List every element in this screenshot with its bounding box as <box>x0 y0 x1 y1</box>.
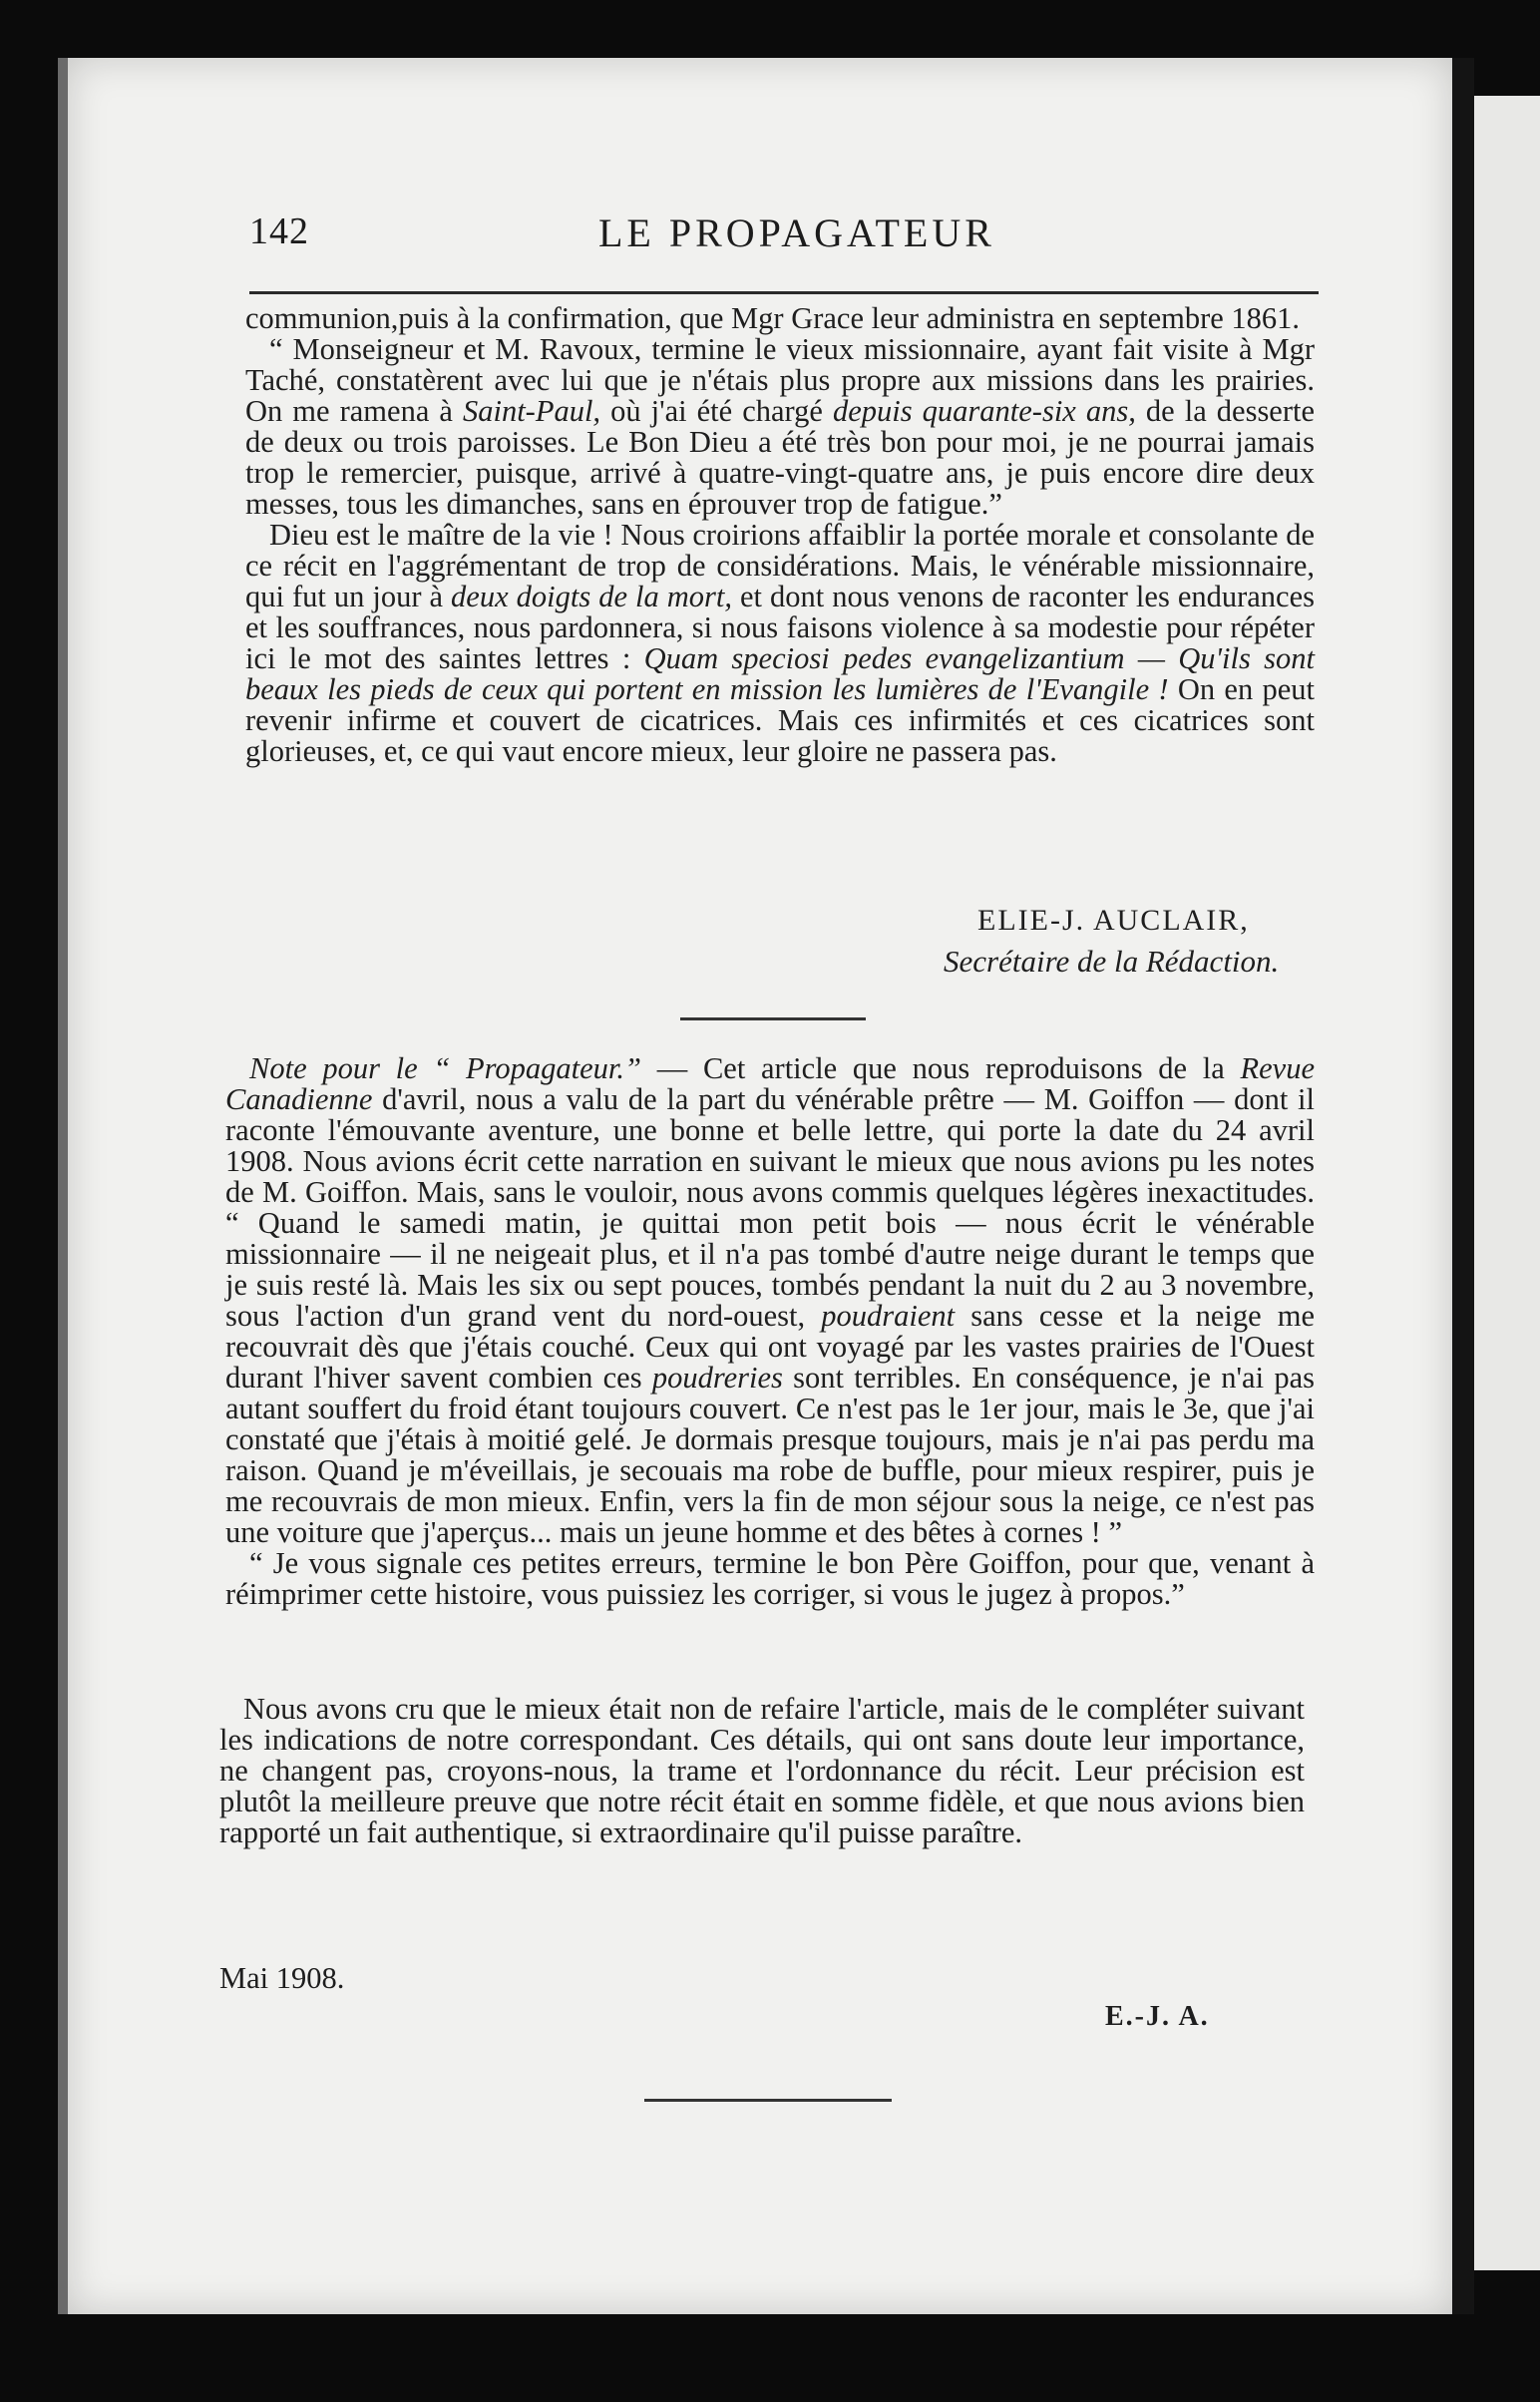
paragraph: “ Je vous signale ces petites erreurs, termine le bon Père Goiffon, pour que, venant à réimprimer cette histoire, vous puissiez les corriger, si vous le jugez à propos.” <box>225 1546 1315 1611</box>
author-signature: ELIE-J. AUCLAIR, <box>977 904 1250 937</box>
section-divider <box>680 1017 866 1020</box>
page-gutter <box>1452 58 1474 2314</box>
author-title: Secrétaire de la Rédaction. <box>944 944 1280 979</box>
editor-note-closing <box>219 1694 1305 1848</box>
paragraph: communion,puis à la confirmation, que Mgr Grace leur administra en septembre 1861. <box>245 301 1301 335</box>
paragraph: Nous avons cru que le mieux était non de refaire l'article, mais de le compléter suivant les indications de notre correspondant. Ces détails, qui ont sans doute leur importance, ne changent pas, croyons-nous, la trame et l'ordonnance du récit. Leur précision est plutôt la meilleure preuve que notre récit était en somme fidèle, et que nous avions bien rapporté un fait authentique, si extraordinaire qu'il puisse paraître. <box>219 1692 1305 1849</box>
article-conclusion <box>245 303 1315 767</box>
paragraph: Note pour le “ Propagateur.” — Cet article que nous reproduisons de la Revue Canadienne d'avril, nous a valu de la part du vénérable prêtre — M. Goiffon — dont il raconte l'émouvante aventure, une bonne et belle lettre, qui porte la date du 24 avril 1908. Nous avions écrit cette narration en suivant le mieux que nous avions pu les notes de M. Goiffon. Mais, sans le vouloir, nous avons commis quelques légères inexactitudes. “ Quand le samedi matin, je quittai mon petit bois — nous écrit le vénérable missionnaire — il ne neigeait plus, et il n'a pas tombé d'autre neige durant le temps que je suis resté là. Mais les six ou sept pouces, tombés pendant la nuit du 2 au 3 novembre, sous l'action d'un grand vent du nord-ouest, poudraient sans cesse et la neige me recouvrait dès que j'étais couché. Ceux qui ont voyagé par les vastes prairies de l'Ouest durant l'hiver savent combien ces poudreries sont terribles. En conséquence, je n'ai pas autant souffert du froid étant toujours couvert. Ce n'est pas le 1er jour, mais le 3e, que j'ai constaté que j'étais à moitié gelé. Je dormais presque toujours, mais je n'ai pas perdu ma raison. Quand je m'éveillais, je secouais ma robe de buffle, pour mieux respirer, puis je me recouvrais de mon mieux. Enfin, vers la fin de mon séjour sous la neige, ce n'est pas une voiture que j'aperçus... mais un jeune homme et des bêtes à cornes ! ” <box>225 1051 1315 1549</box>
note-initials: E.-J. A. <box>1105 2001 1210 2032</box>
editor-note <box>225 1053 1315 1610</box>
paragraph: “ Monseigneur et M. Ravoux, termine le vieux missionnaire, ayant fait visite à Mgr Taché, constatèrent avec lui que je n'étais plus propre aux missions dans les prairies. On me ramena à Saint-Paul, où j'ai été chargé depuis quarante-six ans, de la desserte de deux ou trois paroisses. Le Bon Dieu a été très bon pour moi, je ne pourrai jamais trop le remercier, puisque, arrivé à quatre-vingt-quatre ans, je puis encore dire deux messes, tous les dimanches, sans en éprouver trop de fatigue.” <box>245 332 1316 521</box>
note-date: Mai 1908. <box>219 1961 345 1995</box>
adjacent-page-edge <box>1474 96 1540 2270</box>
page-header <box>249 209 1327 269</box>
running-head: LE PROPAGATEUR <box>598 210 995 255</box>
header-rule <box>249 291 1319 294</box>
left-page-edge <box>58 58 68 2314</box>
end-divider <box>644 2099 892 2102</box>
paragraph: Dieu est le maître de la vie ! Nous croirions affaiblir la portée morale et consolante de ce récit en l'aggrémentant de trop de considérations. Mais, le vénérable missionnaire, qui fut un jour à deux doigts de la mort, et dont nous venons de raconter les endurances et les souffrances, nous pardonnera, si nous faisons violence à sa modestie pour répéter ici le mot des saintes lettres : Quam speciosi pedes evangelizantium — Qu'ils sont beaux les pieds de ceux qui portent en mission les lumières de l'Evangile ! On en peut revenir infirme et couvert de cicatrices. Mais ces infirmités et ces cicatrices sont glorieuses, et, ce qui vaut encore mieux, leur gloire ne passera pas. <box>245 518 1315 768</box>
page-number: 142 <box>249 210 309 252</box>
